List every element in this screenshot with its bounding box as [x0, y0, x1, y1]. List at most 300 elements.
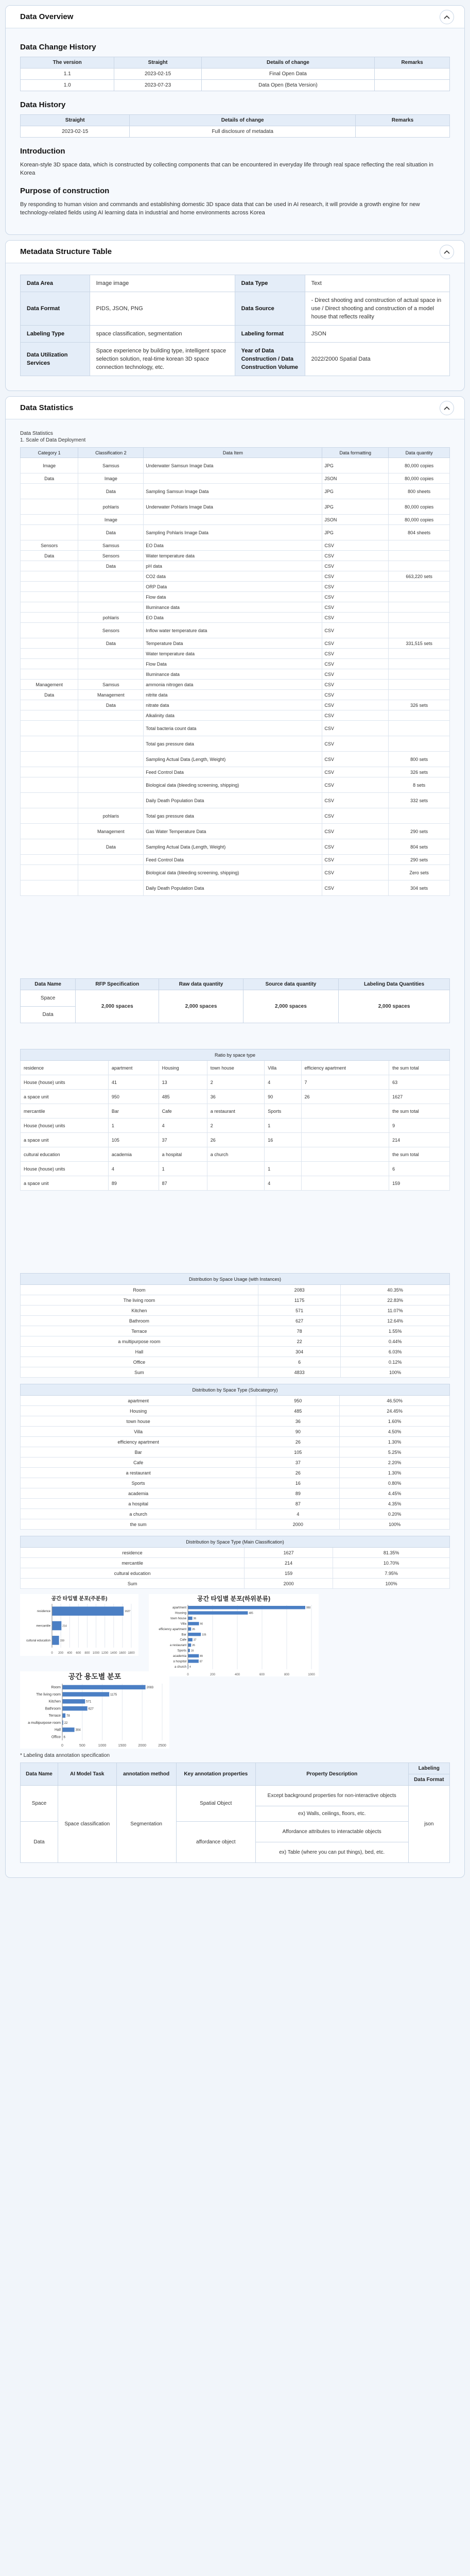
table-cell: 2023-07-23: [114, 80, 201, 91]
table-cell: CSV: [322, 736, 389, 752]
table-cell: [389, 690, 450, 700]
x-tick-label: 2500: [158, 1744, 166, 1748]
table-cell: [78, 752, 144, 767]
table-cell: 80,000 copies: [389, 515, 450, 525]
usage-distribution-table: [20, 1273, 450, 1378]
table-cell: CSV: [322, 571, 389, 582]
chart-svg: [149, 1603, 319, 1677]
bar: [62, 1685, 146, 1690]
table-cell: Sampling Pohlaris Image Data: [144, 525, 322, 540]
table-row: [21, 824, 450, 839]
table-cell: 1.60%: [340, 1416, 450, 1427]
panel-title: Data Overview: [20, 12, 74, 21]
deployment-table: [20, 447, 450, 896]
table-row: [21, 561, 450, 571]
table-cell: 80,000 copies: [389, 499, 450, 515]
table-cell: [389, 659, 450, 669]
table-cell: Image: [78, 473, 144, 484]
table-cell: 4: [256, 1509, 340, 1519]
table-cell: 4.35%: [340, 1499, 450, 1509]
y-tick-label: residence: [37, 1610, 50, 1614]
table-cell: a space unit: [21, 1090, 109, 1104]
table-row: [21, 1326, 450, 1336]
table-cell: 1.55%: [341, 1326, 450, 1336]
table-cell: Illuminance data: [144, 669, 322, 680]
table-cell: 26: [207, 1133, 264, 1147]
table-cell: House (house) units: [21, 1162, 109, 1176]
statistics-panel: [5, 396, 465, 1878]
table-cell: Samsus: [78, 680, 144, 690]
table-cell: 1175: [258, 1295, 340, 1306]
table-row: [21, 1499, 450, 1509]
table-cell: Inflow water temperature data: [144, 623, 322, 638]
table-cell: 2023-02-15: [114, 69, 201, 80]
table-cell: pohlaris: [78, 808, 144, 824]
table-cell: Kitchen: [21, 1306, 258, 1316]
data-label: 90: [200, 1622, 203, 1626]
table-cell: pH data: [144, 561, 322, 571]
table-cell: [21, 623, 78, 638]
table-cell: [21, 777, 78, 793]
meta-key: Labeling Type: [21, 326, 90, 343]
table-cell: 16: [256, 1478, 340, 1488]
table-cell: apartment: [108, 1061, 159, 1075]
bar: [52, 1606, 124, 1616]
table-cell: CSV: [322, 824, 389, 839]
table-cell: 2: [207, 1075, 264, 1090]
table-title: Distribution by Space Type (Main Classification): [21, 1536, 450, 1548]
table-cell: [356, 126, 450, 138]
table-row: [21, 990, 450, 1007]
table-cell: 41: [108, 1075, 159, 1090]
table-cell: [78, 777, 144, 793]
x-tick-label: 200: [58, 1652, 64, 1655]
table-cell: Alkalinity data: [144, 710, 322, 721]
table-cell: 22.83%: [341, 1295, 450, 1306]
table-cell: Terrace: [21, 1326, 258, 1336]
table-cell: 80,000 copies: [389, 473, 450, 484]
table-row: [21, 659, 450, 669]
table-cell: CSV: [322, 752, 389, 767]
table-cell: 5.25%: [340, 1447, 450, 1458]
table-cell: 36: [256, 1416, 340, 1427]
table-cell: the sum total: [389, 1061, 450, 1075]
table-row: [21, 80, 450, 91]
table-cell: 63: [389, 1075, 450, 1090]
table-cell: 11.07%: [341, 1306, 450, 1316]
data-label: 22: [64, 1721, 68, 1725]
table-row: [21, 1568, 450, 1579]
data-label: 304: [75, 1728, 81, 1732]
data-label: 950: [306, 1606, 311, 1610]
data-overview-panel: [5, 5, 465, 235]
table-cell: 571: [258, 1306, 340, 1316]
table-cell: 2083: [258, 1285, 340, 1295]
table-cell: [21, 602, 78, 613]
table-cell: ammonia nitrogen data: [144, 680, 322, 690]
table-cell: Data: [21, 473, 78, 484]
table-row: [21, 1061, 450, 1075]
table-cell: [21, 721, 78, 736]
table-row: [21, 1295, 450, 1306]
table-cell: a restaurant: [207, 1104, 264, 1118]
table-cell: [78, 582, 144, 592]
table-cell: [78, 880, 144, 896]
table-cell: Space: [21, 990, 76, 1007]
table-cell: Housing: [21, 1406, 256, 1416]
y-tick-label: Hall: [54, 1728, 61, 1732]
section-heading: Data History: [20, 100, 66, 109]
table-cell: House (house) units: [21, 1075, 109, 1090]
table-cell: 804 sets: [389, 839, 450, 855]
meta-key: Data Area: [21, 275, 90, 292]
x-tick-label: 400: [67, 1652, 73, 1655]
table-row: [21, 515, 450, 525]
table-cell: 12.64%: [341, 1316, 450, 1326]
table-cell: a hospital: [159, 1147, 207, 1162]
history-table: [20, 114, 450, 138]
table-cell: CSV: [322, 582, 389, 592]
y-tick-label: Sports: [177, 1649, 186, 1653]
meta-key: Data Utilization Services: [21, 343, 90, 376]
statistics-header[interactable]: [6, 397, 464, 419]
table-cell: Underwater Pohlaris Image Data: [144, 499, 322, 515]
table-cell: CSV: [322, 793, 389, 808]
table-cell: [301, 1162, 389, 1176]
bar: [188, 1659, 199, 1663]
x-tick-label: 500: [79, 1744, 85, 1748]
y-tick-label: a hospital: [173, 1660, 186, 1664]
table-cell: 950: [108, 1090, 159, 1104]
table-cell: 1627: [245, 1548, 333, 1558]
table-cell: pohlaris: [78, 499, 144, 515]
table-row: [21, 623, 450, 638]
meta-value: Image image: [90, 275, 235, 292]
table-cell: cultural education: [21, 1147, 109, 1162]
table-cell: [389, 561, 450, 571]
table-header: Straight: [114, 57, 201, 69]
charts-area: [20, 1594, 450, 1749]
table-cell: Sum: [21, 1367, 258, 1378]
table-cell: 7: [301, 1075, 389, 1090]
table-cell: [78, 793, 144, 808]
table-cell: 1627: [389, 1090, 450, 1104]
table-cell: a hospital: [21, 1499, 256, 1509]
table-cell: [265, 1147, 301, 1162]
table-row: [21, 1416, 450, 1427]
table-row: [21, 1786, 450, 1806]
table-cell: 1: [108, 1118, 159, 1133]
table-row: [21, 880, 450, 896]
table-cell: 87: [159, 1176, 207, 1191]
table-cell: [78, 571, 144, 582]
x-tick-label: 1000: [92, 1652, 100, 1655]
table-row: [21, 292, 450, 326]
table-cell: residence: [21, 1061, 109, 1075]
table-row: [21, 1104, 450, 1118]
table-header: Data Format: [408, 1774, 449, 1786]
table-cell: 2: [207, 1118, 264, 1133]
table-cell: 80,000 copies: [389, 458, 450, 473]
table-cell: Flow data: [144, 592, 322, 602]
table-row: [21, 777, 450, 793]
table-cell: Samsus: [78, 540, 144, 551]
table-cell: CSV: [322, 669, 389, 680]
table-cell: 2,000 spaces: [339, 990, 450, 1023]
table-cell: 485: [256, 1406, 340, 1416]
table-cell: Management: [78, 690, 144, 700]
table-cell: Housing: [159, 1061, 207, 1075]
table-row: [21, 808, 450, 824]
table-cell: 4: [265, 1176, 301, 1191]
x-tick-label: 800: [284, 1673, 290, 1676]
table-header: Category 1: [21, 448, 78, 458]
table-row: [21, 1147, 450, 1162]
x-tick-label: 1000: [98, 1744, 107, 1748]
table-cell: [301, 1176, 389, 1191]
table-cell: [389, 680, 450, 690]
metadata-header[interactable]: [6, 241, 464, 263]
table-cell: Biological data (bleeding screening, shipping): [144, 865, 322, 880]
data-label: 4: [189, 1665, 191, 1669]
table-cell: Villa: [21, 1427, 256, 1437]
table-row: [21, 1488, 450, 1499]
chart-sub: [149, 1594, 319, 1676]
table-cell: [78, 649, 144, 659]
table-header: RFP Specification: [76, 979, 159, 990]
table-cell: Hall: [21, 1347, 258, 1357]
table-cell: apartment: [21, 1396, 256, 1406]
table-row: [21, 1162, 450, 1176]
introduction-text: Korean-style 3D space data, which is constructed by collecting components that can be encountered in everyday life through real space reflecting the real situation in Korea: [20, 162, 433, 176]
main-distribution-table: [20, 1536, 450, 1589]
table-row: [21, 1396, 450, 1406]
y-tick-label: cultural education: [26, 1639, 50, 1642]
table-row: [21, 499, 450, 515]
table-cell: JPG: [322, 458, 389, 473]
table-header: Data Item: [144, 448, 322, 458]
table-cell: [21, 736, 78, 752]
table-cell: [144, 515, 322, 525]
table-cell: town house: [21, 1416, 256, 1427]
table-cell: [21, 638, 78, 649]
data-label: 571: [86, 1700, 92, 1704]
table-cell: Data: [78, 561, 144, 571]
table-cell: academia: [21, 1488, 256, 1499]
table-cell: Feed Control Data: [144, 855, 322, 865]
bar: [188, 1622, 199, 1625]
table-cell: Data: [21, 551, 78, 561]
table-cell: 485: [159, 1090, 207, 1104]
bar: [52, 1621, 61, 1631]
y-tick-label: efficiency apartment: [159, 1628, 186, 1631]
bar: [188, 1649, 190, 1652]
table-cell: [21, 767, 78, 777]
table-cell: CSV: [322, 855, 389, 865]
table-cell: 100%: [333, 1579, 450, 1589]
table-cell: [21, 525, 78, 540]
table-title: Distribution by Space Type (Subcategory): [21, 1384, 450, 1396]
table-cell: Data: [21, 690, 78, 700]
bar: [188, 1611, 248, 1614]
table-row: [21, 865, 450, 880]
table-header: Straight: [21, 115, 130, 126]
table-cell: 214: [245, 1558, 333, 1568]
meta-value: JSON: [305, 326, 449, 343]
table-cell: [301, 1133, 389, 1147]
table-cell: a church: [21, 1509, 256, 1519]
table-cell: mercantile: [21, 1104, 109, 1118]
table-cell: JPG: [322, 484, 389, 499]
table-cell: CSV: [322, 561, 389, 571]
table-cell: [78, 736, 144, 752]
table-cell: Sampling Samsun Image Data: [144, 484, 322, 499]
table-cell: 89: [256, 1488, 340, 1499]
x-tick-label: 1200: [101, 1652, 109, 1655]
chevron-up-icon: [444, 15, 450, 19]
table-row: [21, 752, 450, 767]
chart-svg: [20, 1602, 138, 1656]
table-cell: Feed Control Data: [144, 767, 322, 777]
table-row: [21, 1548, 450, 1558]
table-cell: Biological data (bleeding screening, shipping): [144, 777, 322, 793]
data-overview-header[interactable]: [6, 6, 464, 28]
table-cell: mercantile: [21, 1558, 245, 1568]
y-tick-label: Kitchen: [48, 1700, 61, 1704]
section-heading: Data Change History: [20, 43, 96, 52]
collapse-button[interactable]: [440, 401, 454, 415]
table-cell: [207, 1176, 264, 1191]
table-cell: [301, 1118, 389, 1133]
table-title: Ratio by space type: [21, 1049, 450, 1061]
summary-table: [20, 978, 450, 1023]
table-cell: 81.35%: [333, 1548, 450, 1558]
table-cell: [389, 808, 450, 824]
table-cell: JPG: [322, 525, 389, 540]
table-cell: [21, 484, 78, 499]
table-cell: Except background properties for non-interactive objects: [255, 1786, 408, 1806]
table-cell: 627: [258, 1316, 340, 1326]
table-row: [21, 1458, 450, 1468]
table-cell: a restaurant: [21, 1468, 256, 1478]
table-cell: [78, 602, 144, 613]
table-cell: Full disclosure of metadata: [130, 126, 356, 138]
table-cell: [21, 571, 78, 582]
table-cell: Management: [78, 824, 144, 839]
table-cell: [207, 1162, 264, 1176]
table-cell: Data: [78, 839, 144, 855]
x-tick-label: 1600: [119, 1652, 126, 1655]
table-cell: town house: [207, 1061, 264, 1075]
table-cell: [389, 623, 450, 638]
table-cell: Total bacteria count data: [144, 721, 322, 736]
y-tick-label: Bar: [181, 1633, 186, 1637]
table-cell: Office: [21, 1357, 258, 1367]
table-cell: [78, 721, 144, 736]
bar: [62, 1727, 75, 1732]
collapse-button[interactable]: [440, 10, 454, 24]
table-cell: 37: [159, 1133, 207, 1147]
table-row: [21, 326, 450, 343]
table-cell: [21, 613, 78, 623]
table-cell: JSON: [322, 515, 389, 525]
data-label: 627: [88, 1707, 94, 1711]
table-cell: [389, 669, 450, 680]
table-cell: 159: [389, 1176, 450, 1191]
table-cell: 90: [256, 1427, 340, 1437]
table-cell: [389, 540, 450, 551]
table-row: [21, 1478, 450, 1488]
chart-title: 공간 타입별 분포(주분류): [51, 1596, 108, 1602]
table-row: [21, 1367, 450, 1378]
table-cell: 89: [108, 1176, 159, 1191]
data-label: 105: [202, 1633, 206, 1637]
table-cell: Bathroom: [21, 1316, 258, 1326]
table-cell: The living room: [21, 1295, 258, 1306]
data-label: 214: [62, 1624, 67, 1628]
table-cell: CSV: [322, 659, 389, 669]
y-tick-label: Terrace: [48, 1714, 61, 1718]
table-cell: Total gas pressure data: [144, 736, 322, 752]
data-label: 26: [192, 1628, 195, 1631]
table-cell: CSV: [322, 551, 389, 561]
purpose-text: By responding to human vision and commands and establishing domestic 3D space data that can be used in AI research, it will provide a growth engine for new technology-related fields using AI learning data in industrial and home environments across Korea: [20, 201, 420, 216]
table-cell: 2023-02-15: [21, 126, 130, 138]
table-cell: 326 sets: [389, 767, 450, 777]
table-cell: Room: [21, 1285, 258, 1295]
table-row: [21, 1306, 450, 1316]
chevron-up-icon: [444, 250, 450, 254]
data-label: 485: [249, 1612, 253, 1615]
data-label: 37: [193, 1638, 197, 1642]
table-row: [21, 551, 450, 561]
table-cell: [389, 710, 450, 721]
table-cell: Samsus: [78, 458, 144, 473]
table-cell: 6.03%: [341, 1347, 450, 1357]
table-cell: JSON: [322, 473, 389, 484]
table-cell: Sum: [21, 1579, 245, 1589]
table-header: Labeling: [408, 1763, 449, 1774]
x-tick-label: 1000: [308, 1673, 315, 1676]
table-cell: [389, 592, 450, 602]
table-cell: CSV: [322, 721, 389, 736]
data-label: 26: [192, 1644, 195, 1648]
table-cell: [389, 613, 450, 623]
table-cell: 290 sets: [389, 855, 450, 865]
table-cell: [78, 865, 144, 880]
meta-value: PIDS, JSON, PNG: [90, 292, 235, 326]
table-cell: efficiency apartment: [21, 1437, 256, 1447]
table-cell: 36: [207, 1090, 264, 1104]
table-cell: [21, 793, 78, 808]
table-cell: 2.20%: [340, 1458, 450, 1468]
table-cell: Sensors: [78, 551, 144, 561]
y-tick-label: Room: [51, 1686, 61, 1690]
table-cell: CSV: [322, 540, 389, 551]
table-cell: 24.45%: [340, 1406, 450, 1416]
x-tick-label: 400: [234, 1673, 240, 1676]
table-cell: [21, 649, 78, 659]
table-row: [21, 1357, 450, 1367]
collapse-button[interactable]: [440, 245, 454, 259]
table-row: [21, 1316, 450, 1326]
table-cell: [21, 499, 78, 515]
table-cell: 26: [256, 1468, 340, 1478]
table-cell: 1.0: [21, 80, 114, 91]
table-cell: 87: [256, 1499, 340, 1509]
table-cell: Sampling Actual Data (Length, Weight): [144, 752, 322, 767]
table-cell: 8 sets: [389, 777, 450, 793]
